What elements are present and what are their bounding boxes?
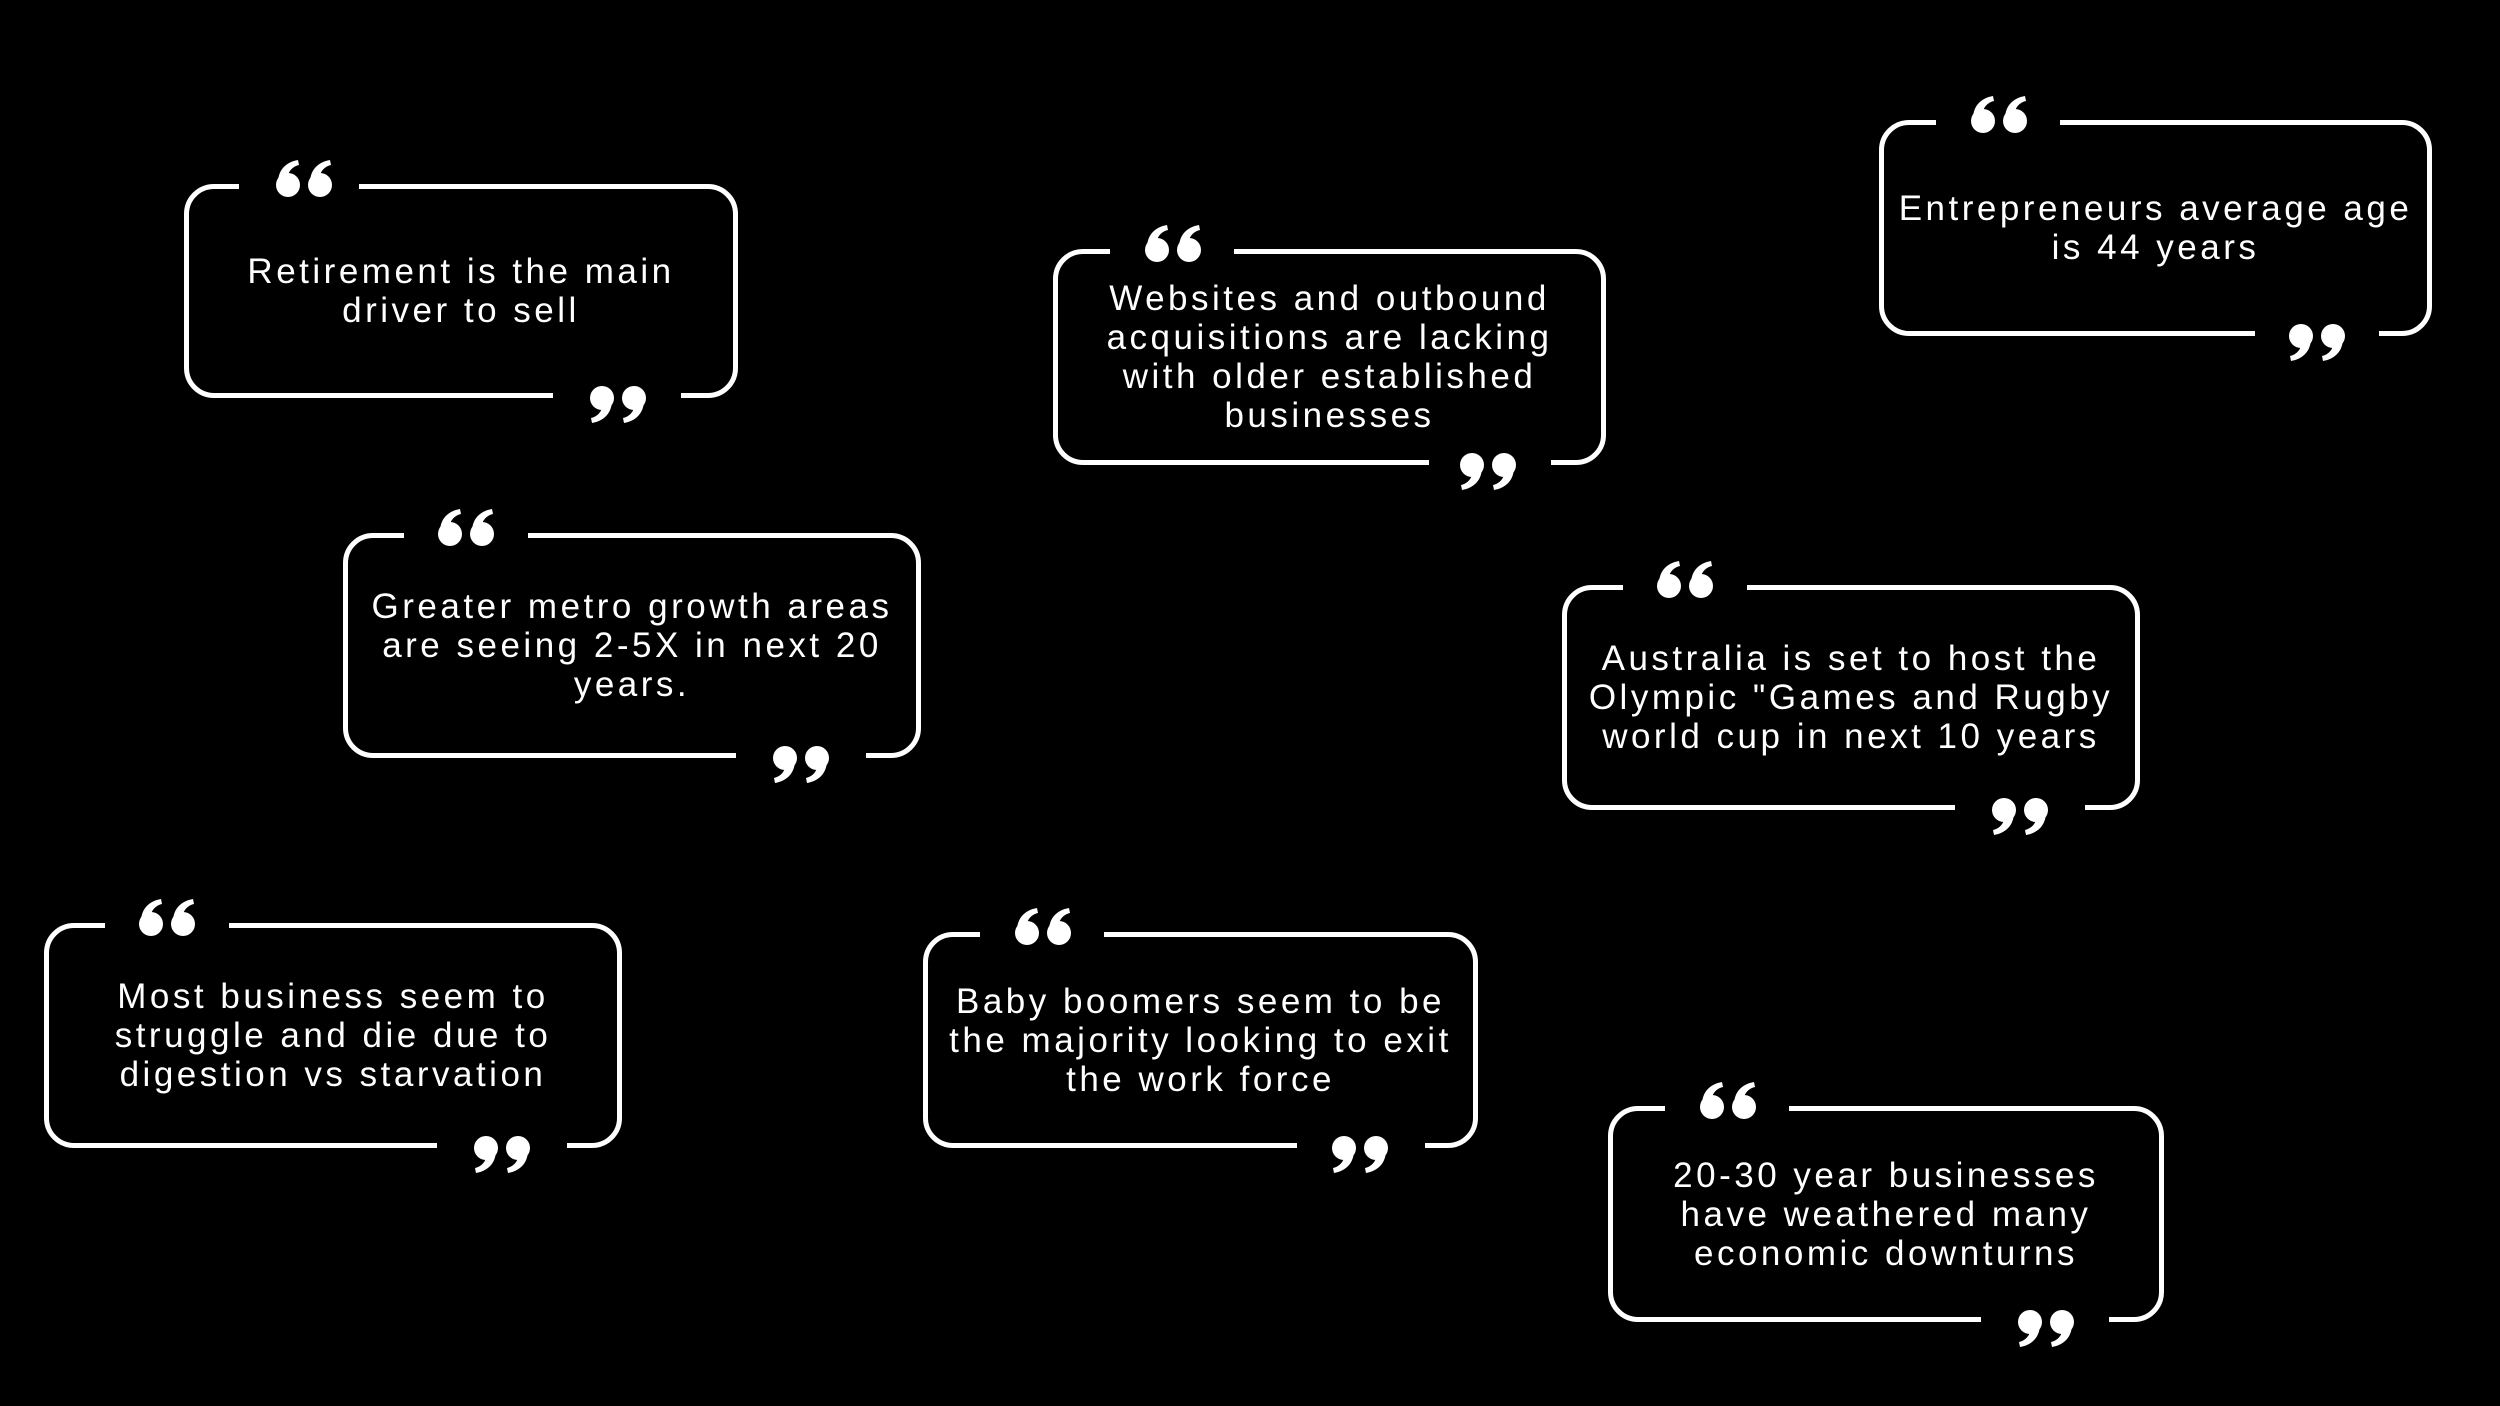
quote-card-metro-growth [343, 533, 921, 758]
quote-card-australia [1562, 585, 2140, 810]
quote-card-digestion [44, 923, 622, 1148]
quote-text: Entrepreneurs average age is 44 years [1898, 189, 2413, 267]
quote-text: Baby boomers seem to be the majority looking to exit the work force [949, 981, 1452, 1099]
quote-card-retirement [184, 184, 738, 398]
close-quote-icon [583, 383, 653, 427]
quote-text: Most business seem to struggle and die due to digestion vs starvation [114, 977, 552, 1094]
quote-text: Retirement is the main driver to sell [247, 252, 675, 330]
open-quote-icon [431, 505, 501, 549]
quote-card-entrepreneurs [1879, 120, 2432, 336]
open-quote-icon [1693, 1078, 1763, 1122]
open-quote-icon [132, 895, 202, 939]
close-quote-icon [766, 743, 836, 787]
quote-text: Greater metro growth areas are seeing 2-5X in next 20 years. [371, 587, 893, 704]
close-quote-icon [467, 1133, 537, 1177]
quote-card-baby-boomers [923, 932, 1478, 1148]
quote-text: Websites and outbound acquisitions are lacking with older established businesses [1106, 279, 1553, 435]
quote-card-websites [1053, 249, 1606, 465]
open-quote-icon [1138, 221, 1208, 265]
close-quote-icon [1985, 795, 2055, 839]
close-quote-icon [1325, 1133, 1395, 1177]
quote-text: 20-30 year businesses have weathered many economic downturns [1673, 1155, 2099, 1273]
open-quote-icon [269, 156, 339, 200]
close-quote-icon [1453, 450, 1523, 494]
open-quote-icon [1964, 92, 2034, 136]
close-quote-icon [2282, 321, 2352, 365]
quote-text: Australia is set to host the Olympic "Games and Rugby world cup in next 10 years [1588, 639, 2114, 756]
close-quote-icon [2011, 1307, 2081, 1351]
open-quote-icon [1650, 557, 1720, 601]
open-quote-icon [1008, 904, 1078, 948]
quote-card-downturns [1608, 1106, 2164, 1322]
